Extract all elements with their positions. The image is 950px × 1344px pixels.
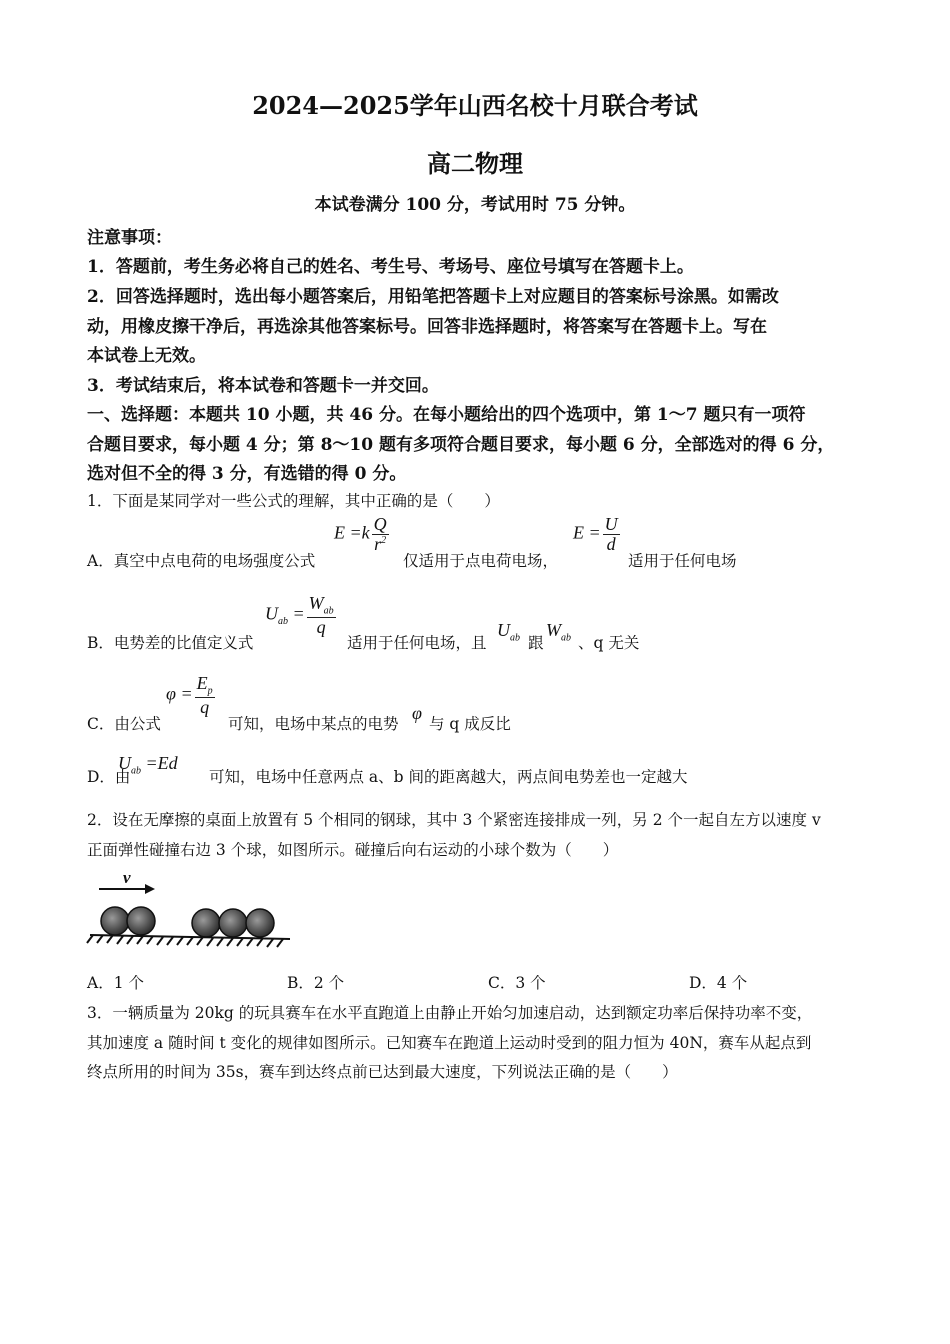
q1-option-d-prefix: D．由 (87, 768, 131, 786)
q3-stem-line-2: 其加速度 a 随时间 t 变化的规律如图所示。已知赛车在跑道上运动时受到的阻力恒为 40N，赛车从起点到 (87, 1034, 812, 1052)
formula-uab-ed: $U_{ab} =Ed$ (118, 753, 178, 777)
formula-e-u-d: E = $\frac{U}{d}$ (573, 514, 618, 554)
exam-info: 本试卷满分 100 分，考试用时 75 分钟。 (314, 195, 636, 215)
ball-right-1 (192, 909, 220, 937)
steel-balls-figure (85, 866, 295, 952)
formula-e-kq-r2: E =k $\frac{Q}{r^2}$ (334, 514, 387, 554)
subject-title: 高二物理 (427, 149, 523, 178)
formula-phi-ep-q: φ = $\frac{E_p}{q}$ (166, 673, 213, 718)
symbol-phi: φ (412, 703, 422, 723)
q2-stem-line-1: 2．设在无摩擦的桌面上放置有 5 个相同的钢球，其中 3 个紧密连接排成一列，另 2 个一起自左方以速度 v (87, 811, 821, 829)
q1-option-b-and: 跟 (528, 634, 544, 652)
ball-left-2 (127, 907, 155, 935)
ball-right-2 (219, 909, 247, 937)
q1-option-d-suffix: 可知，电场中任意两点 a、b 间的距离越大，两点间电势差也一定越大 (209, 768, 688, 786)
symbol-wab: $W_{ab}$ (546, 620, 571, 644)
notice-item-1: 1．答题前，考生务必将自己的姓名、考生号、考场号、座位号填写在答题卡上。 (87, 257, 694, 277)
q1-option-a-middle: 仅适用于点电荷电场， (403, 552, 559, 570)
q3-stem-line-1: 3．一辆质量为 20kg 的玩具赛车在水平直跑道上由静止开始匀加速启动，达到额定功率后保持功率不变， (87, 1004, 813, 1022)
ball-right-3 (246, 909, 274, 937)
q1-option-c-suffix: 与 q 成反比 (429, 715, 511, 733)
section-1-line-1: 一、选择题：本题共 10 小题，共 46 分。在每小题给出的四个选项中，第 1～7 题只有一项符 (87, 405, 806, 425)
q1-option-c-prefix: C．由公式 (87, 715, 161, 733)
notice-heading: 注意事项： (87, 228, 172, 248)
notice-item-2-line-3: 本试卷上无效。 (87, 346, 206, 366)
q1-stem: 1．下面是某同学对一些公式的理解，其中正确的是（ ） (87, 492, 500, 510)
notice-item-3: 3．考试结束后，将本试卷和答题卡一并交回。 (87, 376, 439, 396)
symbol-uab: $U_{ab}$ (497, 620, 520, 644)
section-1-line-3: 选对但不全的得 3 分，有选错的得 0 分。 (87, 464, 407, 484)
exam-title: 2024—2025学年山西名校十月联合考试 (252, 91, 698, 120)
section-1-line-2: 合题目要求，每小题 4 分；第 8～10 题有多项符合题目要求，每小题 6 分，全部选对的得 6 分， (87, 435, 835, 455)
q1-option-b-prefix: B．电势差的比值定义式 (87, 634, 254, 652)
formula-uab-wab-q: $U_{ab}$ = $\frac{W_{ab}}{q}$ (265, 593, 334, 638)
q2-option-b: B．2 个 (287, 974, 345, 992)
ball-left-1 (101, 907, 129, 935)
q2-option-a: A．1 个 (87, 974, 144, 992)
q2-stem-line-2: 正面弹性碰撞右边 3 个球，如图所示。碰撞后向右运动的小球个数为（ ） (87, 841, 619, 859)
notice-item-2-line-1: 2．回答选择题时，选出每小题答案后，用铅笔把答题卡上对应题目的答案标号涂黑。如需改 (87, 287, 779, 307)
q1-option-b-middle: 适用于任何电场，且 (347, 634, 487, 652)
q1-option-a-suffix: 适用于任何电场 (628, 552, 737, 570)
q1-option-b-suffix: 、q 无关 (578, 634, 640, 652)
notice-item-2-line-2: 动，用橡皮擦干净后，再选涂其他答案标号。回答非选择题时，将答案写在答题卡上。写在 (87, 317, 767, 337)
velocity-label: v (123, 868, 131, 887)
q2-option-c: C．3 个 (488, 974, 546, 992)
q1-option-a-prefix: A．真空中点电荷的电场强度公式 (87, 552, 316, 570)
q1-option-c-middle: 可知，电场中某点的电势 (228, 715, 399, 733)
q3-stem-line-3: 终点所用的时间为 35s，赛车到达终点前已达到最大速度，下列说法正确的是（ ） (87, 1063, 678, 1081)
q2-option-d: D．4 个 (689, 974, 748, 992)
